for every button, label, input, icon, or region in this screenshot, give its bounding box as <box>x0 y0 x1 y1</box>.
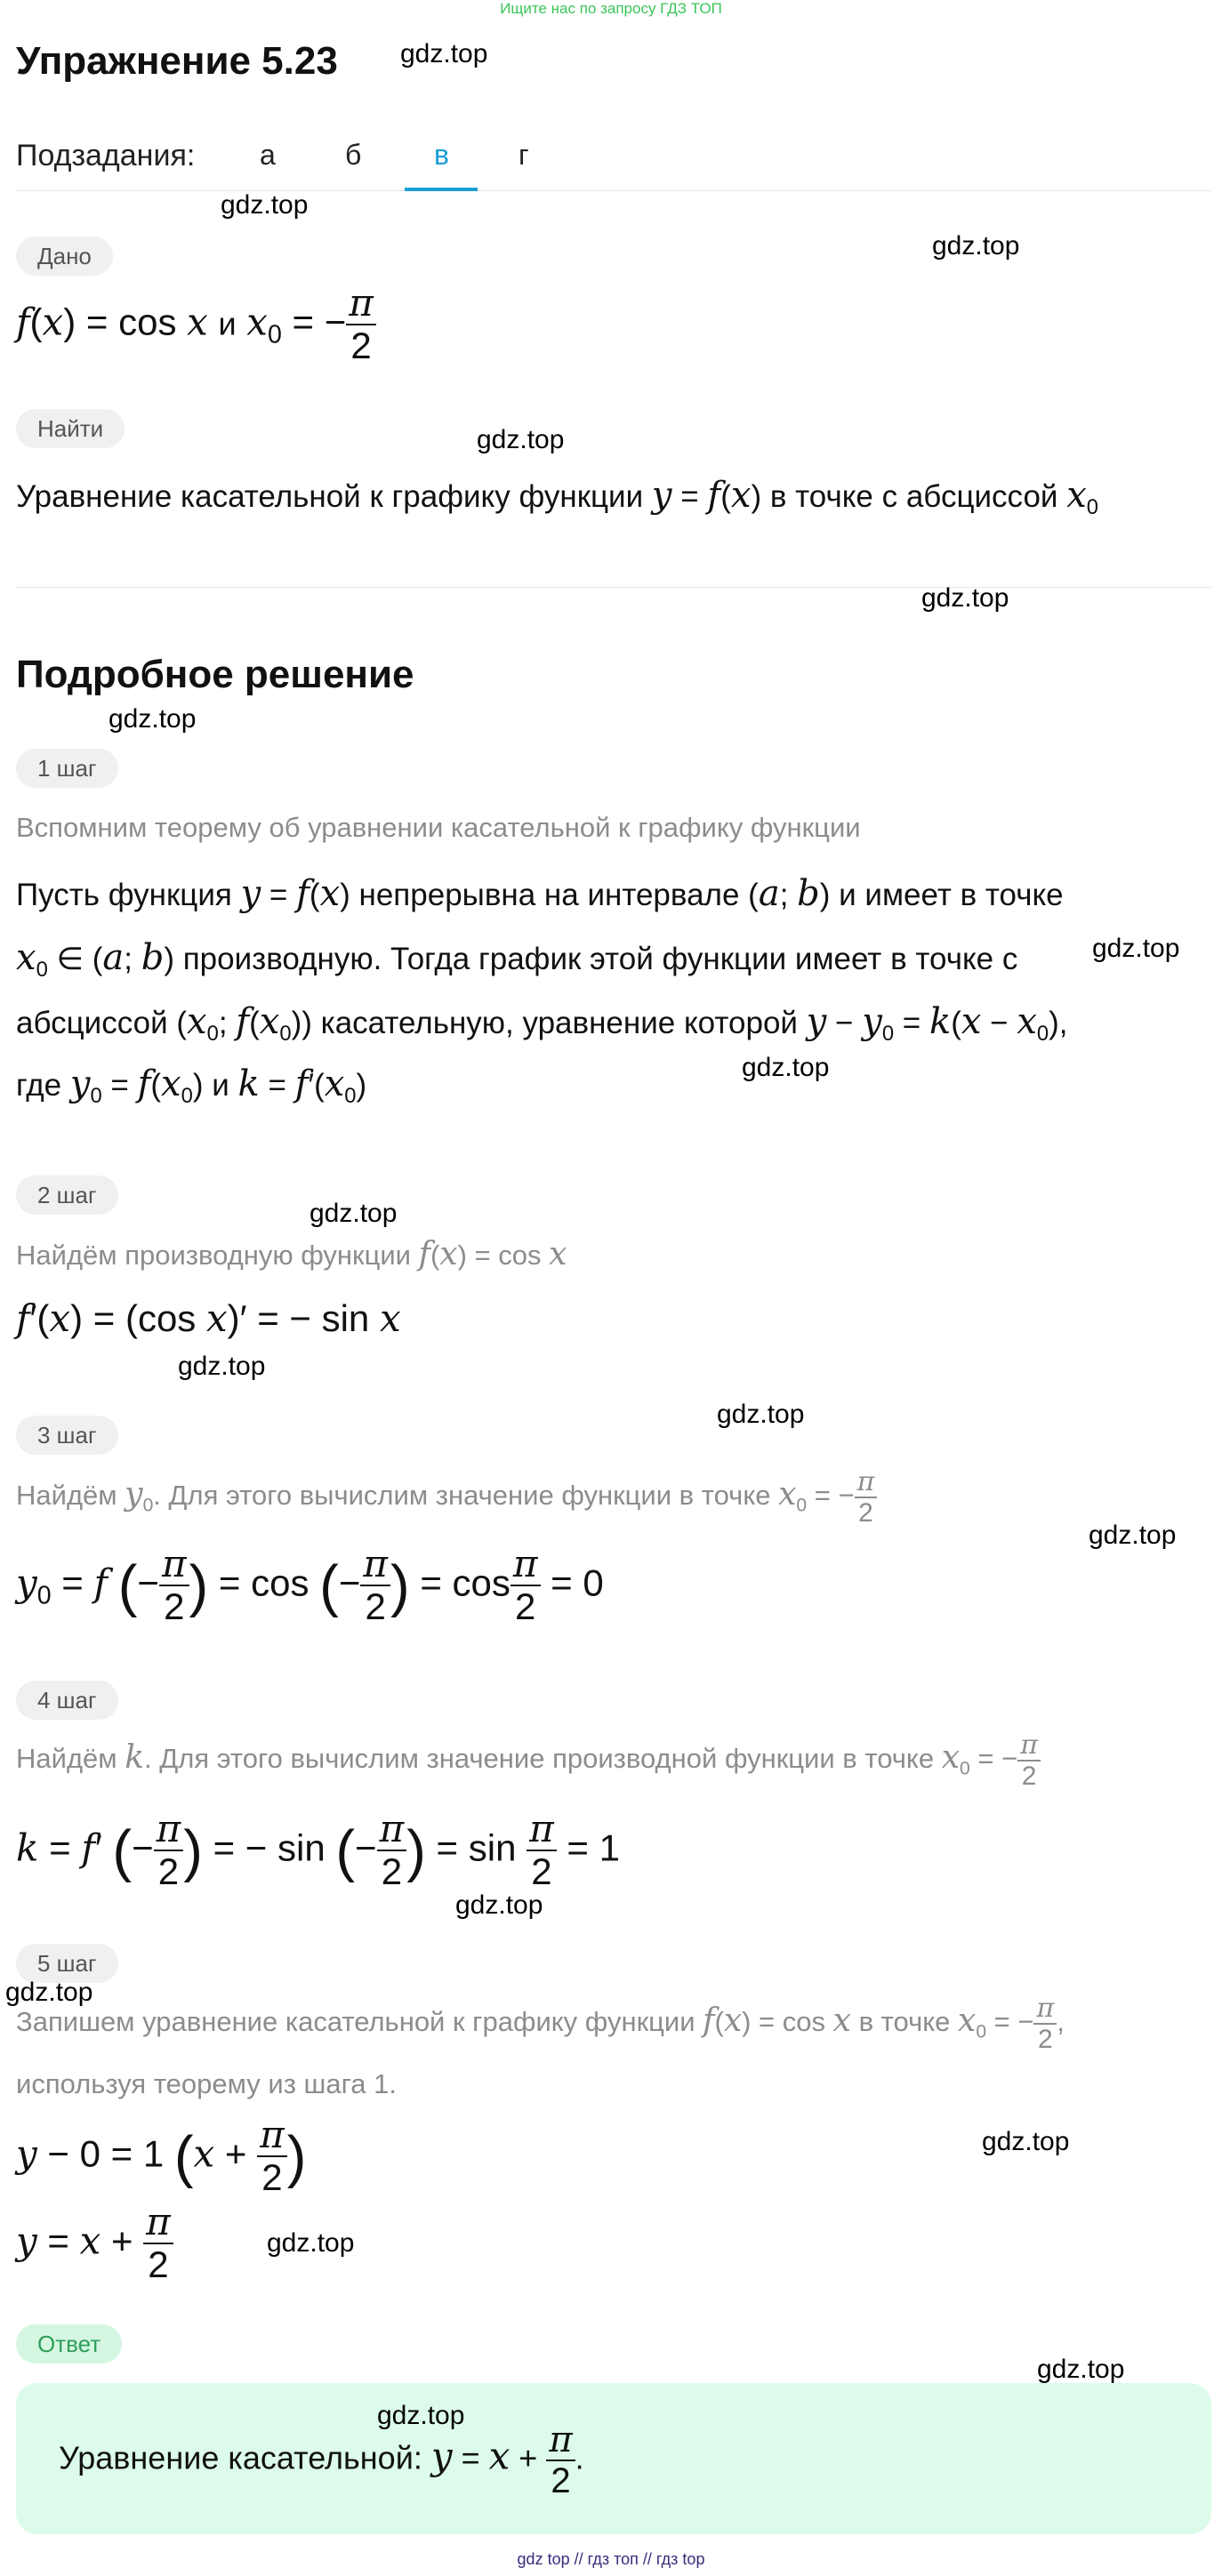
subtask-tab-b[interactable]: б <box>345 139 362 171</box>
watermark: gdz.top <box>1092 934 1180 963</box>
solution-title: Подробное решение <box>16 653 414 696</box>
step-2-formula: f′(x) = (cos x)′ = − sin x <box>16 1296 401 1340</box>
step-2-intro: Найдём производную функции f(x) = cos x <box>16 1236 567 1272</box>
watermark: gdz.top <box>477 425 565 454</box>
page-title: Упражнение 5.23 <box>16 39 338 83</box>
watermark: gdz.top <box>109 704 197 734</box>
subtasks-label: Подзадания: <box>16 139 196 173</box>
step-1-intro: Вспомним теорему об уравнении касательной к графику функции <box>16 812 861 843</box>
watermark: gdz.top <box>742 1053 830 1082</box>
step-3-formula: $y_0 = f$ (− $\frac{\pi}{2}$ ) = cos (− $\frac{\pi}{2}$ ) = cos $\frac{\pi}{2}$ = 0 <box>16 1542 604 1628</box>
step-5-formula-1: y − 0 = 1 (x + $\frac{\pi}{2}$ ) <box>16 2113 307 2199</box>
watermark: gdz.top <box>400 39 488 68</box>
watermark: gdz.top <box>932 231 1020 261</box>
watermark: gdz.top <box>267 2228 355 2258</box>
step-5-formula-2: y = x + $\frac{\pi}{2}$ <box>16 2202 173 2285</box>
step-1-line-4: где $y_0 = f(x_0)$ и $k = f'(x_0)$ <box>16 1063 367 1108</box>
watermark: gdz.top <box>377 2401 465 2430</box>
subtask-active-underline <box>405 188 478 191</box>
step-5-intro-1: Запишем уравнение касательной к графику функции f(x) = cos x в точке $x_0$ = − $\frac{\pi}{2}$ , <box>16 1993 1065 2054</box>
given-formula: f(x) = cos x и $x_0$ = − $\frac{\pi}{2}$ <box>16 283 376 366</box>
step-5-intro-2: используя теорему из шага 1. <box>16 2068 397 2099</box>
step-4-pill: 4 шаг <box>16 1681 118 1720</box>
answer-text: Уравнение касательной: y = x + $\frac{\pi}{2}$ . <box>59 2420 584 2500</box>
step-4-formula: k = f′ (− $\frac{\pi}{2}$ ) = − sin (− $\frac{\pi}{2}$ ) = sin $\frac{\pi}{2}$ = 1 <box>16 1807 620 1893</box>
section-divider <box>16 587 1211 588</box>
step-2-pill: 2 шаг <box>16 1176 118 1215</box>
step-1-pill: 1 шаг <box>16 749 118 788</box>
top-note: Ищите нас по запросу ГДЗ ТОП <box>500 0 722 17</box>
step-1-line-3: абсциссой ($x_0$; $f(x_0)$) касательную, уравнение которой $y - y_0 = k(x - x_0)$, <box>16 1001 1068 1046</box>
step-3-intro: Найдём $y_0$. Для этого вычислим значение функции в точке $x_0$ = − $\frac{\pi}{2}$ <box>16 1467 877 1528</box>
answer-pill: Ответ <box>16 2324 122 2363</box>
watermark: gdz.top <box>455 1890 543 1920</box>
watermark: gdz.top <box>717 1400 805 1429</box>
step-5-pill: 5 шаг <box>16 1944 118 1983</box>
step-3-pill: 3 шаг <box>16 1416 118 1455</box>
step-4-intro: Найдём k. Для этого вычислим значение производной функции в точке $x_0$ = − $\frac{\pi}{2}$ <box>16 1730 1041 1791</box>
subtask-tab-v[interactable]: в <box>434 139 449 171</box>
watermark: gdz.top <box>982 2127 1070 2156</box>
step-1-line-1: Пусть функция y = f(x) непрерывна на интервале (a; b) и имеет в точке <box>16 873 1064 914</box>
watermark: gdz.top <box>310 1199 398 1228</box>
find-pill: Найти <box>16 409 125 448</box>
step-1-line-2: $x_0$ ∈ (a; b) производную. Тогда график этой функции имеет в точке с <box>16 937 1018 982</box>
given-pill: Дано <box>16 237 113 276</box>
watermark: gdz.top <box>5 1978 93 2007</box>
watermark: gdz.top <box>921 583 1009 613</box>
find-text: Уравнение касательной к графику функции y = f(x) в точке с абсциссой $x_0$ <box>16 475 1099 519</box>
subtasks-divider <box>16 190 1211 191</box>
footer-links[interactable]: gdz top // гдз топ // гдз top <box>517 2550 705 2568</box>
watermark: gdz.top <box>178 1352 266 1381</box>
watermark: gdz.top <box>1037 2355 1125 2384</box>
watermark: gdz.top <box>221 190 309 220</box>
subtask-tab-g[interactable]: г <box>519 139 529 171</box>
watermark: gdz.top <box>1089 1521 1177 1550</box>
subtask-tab-a[interactable]: а <box>260 139 276 171</box>
